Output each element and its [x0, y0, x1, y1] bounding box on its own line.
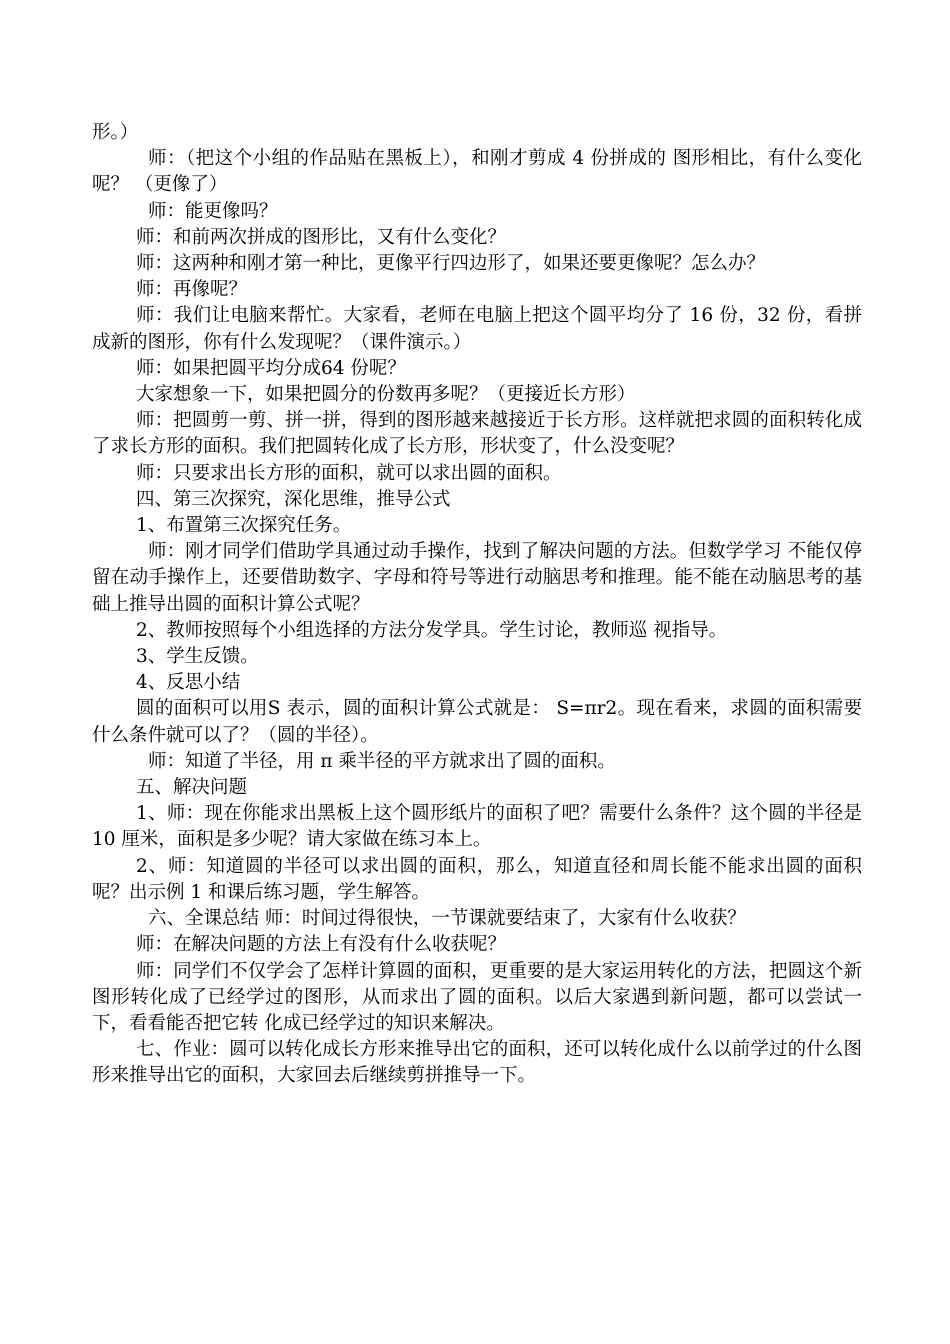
- paragraph-teacher-pastes-work: 师：（把这个小组的作品贴在黑板上），和刚才剪成 4 份拼成的 图形相比，有什么变化呢？ （更像了）: [92, 148, 862, 196]
- paragraph-distribute-tools: 2、教师按照每个小组选择的方法分发学具。学生讨论，教师巡 视指导。: [136, 619, 728, 641]
- paragraph-cut-and-assemble: 师：把圆剪一剪、拼一拼，得到的图形越来越接近于长方形。这样就把求圆的面积转化成了求长方形的面积。我们把圆转化成了长方形，形状变了，什么没变呢？: [92, 410, 862, 458]
- paragraph-compare-previous: 师：和前两次拼成的图形比，又有什么变化？: [136, 226, 507, 248]
- paragraph-computer-demo: 师：我们让电脑来帮忙。大家看，老师在电脑上把这个圆平均分了 16 份，32 份，看拼成新的图形，你有什么发现呢？（课件演示。）: [92, 305, 862, 353]
- paragraph-task-3: 1、布置第三次探究任务。: [136, 515, 352, 537]
- paragraph-formula: 圆的面积可以用S 表示，圆的面积计算公式就是： S=πr2。现在看来，求圆的面积需要什么条件就可以了？（圆的半径）。: [92, 698, 862, 746]
- paragraph-64-parts: 师：如果把圆平均分成64 份呢？: [136, 357, 406, 379]
- paragraph-parallelogram: 师：这两种和刚才第一种比，更像平行四边形了，如果还要更像呢？怎么办？: [136, 253, 766, 275]
- paragraph-rectangle-area: 师：只要求出长方形的面积，就可以求出圆的面积。: [136, 462, 562, 484]
- section-heading-6: 六、全课总结 师：时间过得很快，一节课就要结束了，大家有什么收获？: [148, 908, 746, 930]
- paragraph-problem-1: 1、师：现在你能求出黑板上这个圆形纸片的面积了吧？需要什么条件？这个圆的半径是 10 厘米，面积是多少呢？请大家做在练习本上。: [92, 803, 862, 851]
- section-heading-4: 四、第三次探究，深化思维，推导公式: [136, 488, 451, 510]
- paragraph-problem-2: 2、师：知道圆的半径可以求出圆的面积，那么，知道直径和周长能不能求出圆的面积呢？出示例 1 和课后练习题，学生解答。: [92, 855, 862, 903]
- paragraph-reflection: 4、反思小结: [136, 672, 241, 694]
- paragraph-even-closer: 师：再像呢？: [136, 279, 248, 301]
- section-heading-5: 五、解决问题: [136, 777, 248, 799]
- paragraph-can-be-closer: 师：能更像吗？: [148, 200, 278, 222]
- paragraph-imagine-more: 大家想象一下，如果把圆分的份数再多呢？（更接近长方形）: [136, 384, 636, 406]
- document-body: [92, 120, 862, 1090]
- paragraph-reasoning: 师：刚才同学们借助学具通过动手操作，找到了解决问题的方法。但数学学习 不能仅停留在动手操作上，还要借助数字、字母和符号等进行动脑思考和推理。能不能在动脑思考的基础上推导出圆的面积计算公式呢？: [92, 541, 862, 615]
- paragraph-summary: 师：同学们不仅学会了怎样计算圆的面积，更重要的是大家运用转化的方法，把圆这个新图形转化成了已经学过的图形，从而求出了圆的面积。以后大家遇到新问题，都可以尝试一下，看看能否把它转 化成已经学过的知识来解决。: [92, 960, 862, 1034]
- paragraph-method-gains: 师：在解决问题的方法上有没有什么收获呢？: [136, 934, 507, 956]
- paragraph-homework: 七、作业：圆可以转化成长方形来推导出它的面积，还可以转化成什么以前学过的什么图形来推导出它的面积，大家回去后继续剪拼推导一下。: [92, 1039, 862, 1087]
- paragraph-radius-known: 师：知道了半径，用 π 乘半径的平方就求出了圆的面积。: [148, 750, 616, 772]
- paragraph-feedback: 3、学生反馈。: [136, 646, 259, 668]
- paragraph-continuation: 形。）: [92, 122, 139, 143]
